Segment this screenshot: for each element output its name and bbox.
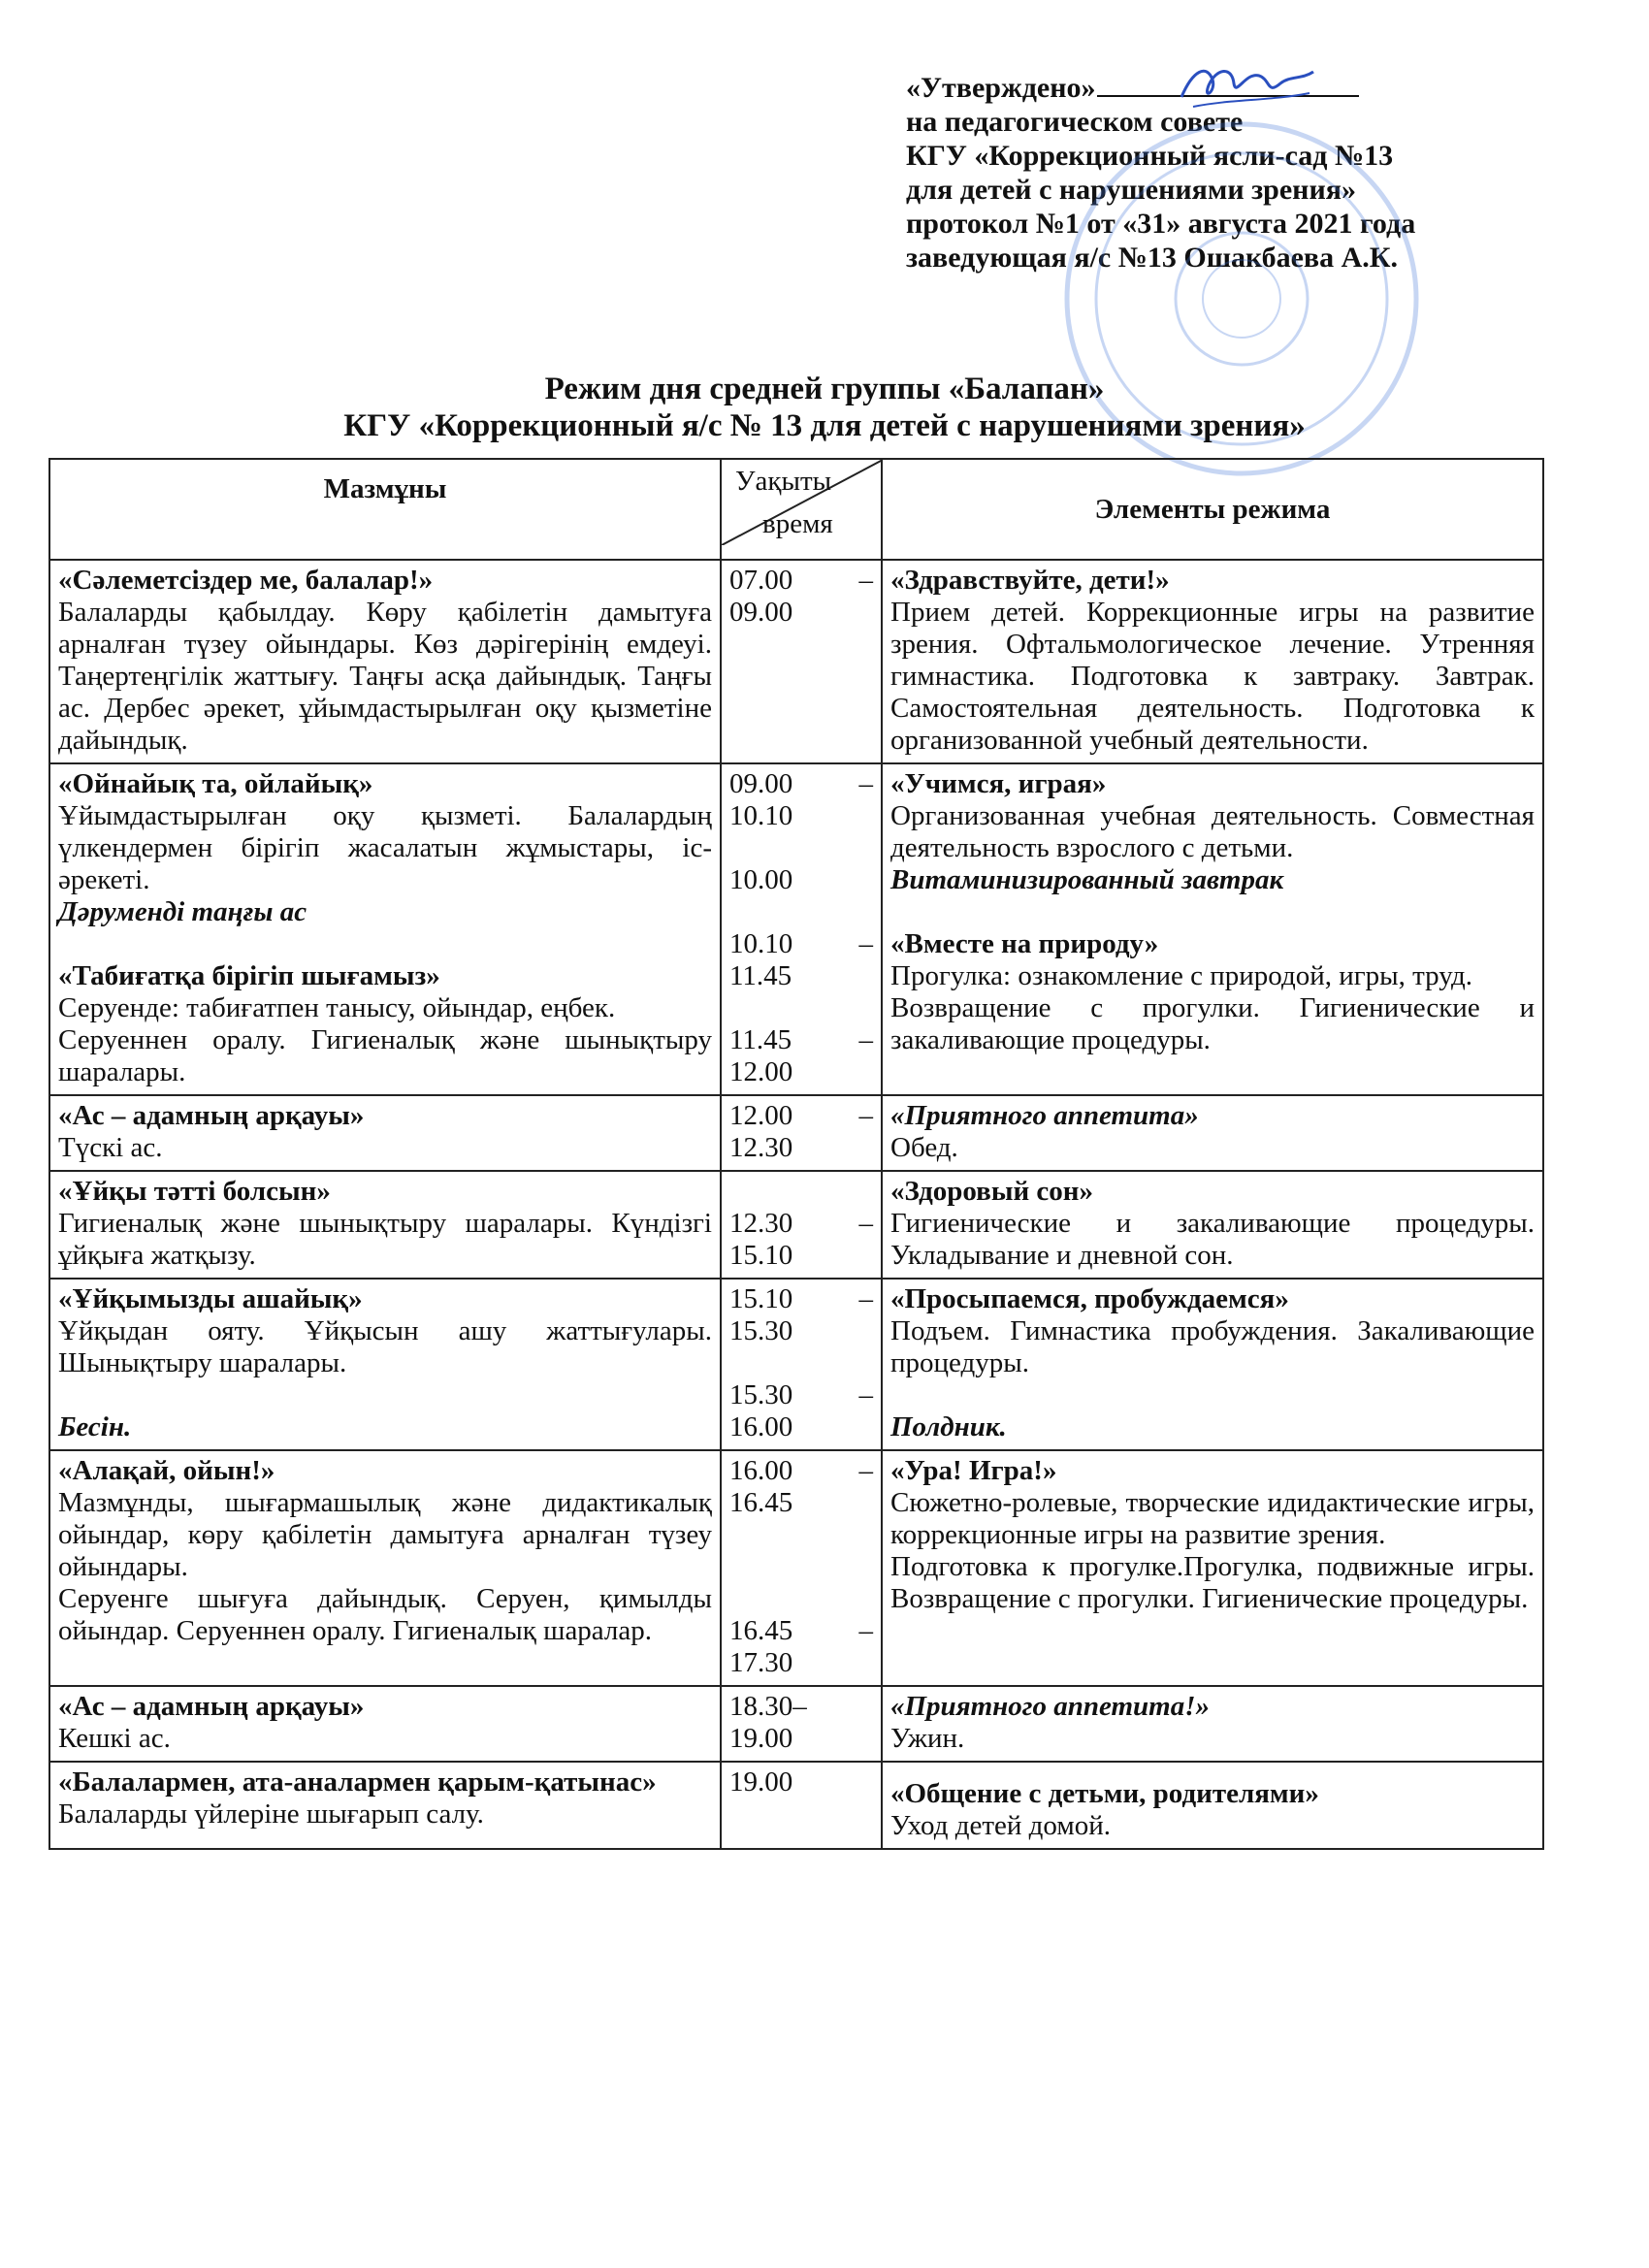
row-ru-title-2: «Вместе на природу» bbox=[890, 928, 1159, 959]
row-ru-italic: Полдник. bbox=[890, 1411, 1007, 1442]
row-kz-text: Кешкі ас. bbox=[58, 1723, 171, 1754]
approval-title: «Утверждено» bbox=[906, 72, 1096, 104]
row-ru-text-3: Возвращение с прогулки. Гигиенические и закаливающие процедуры. bbox=[890, 992, 1535, 1055]
row-kz-cell bbox=[49, 1762, 721, 1849]
time-dash: – bbox=[858, 1615, 873, 1646]
approval-institution: КГУ «Коррекционный ясли-сад №13 bbox=[906, 140, 1394, 172]
time-range bbox=[729, 768, 873, 800]
row-kz-cell bbox=[49, 763, 721, 1095]
row-ru-text: Обед. bbox=[890, 1132, 958, 1163]
time-mid: 10.00 bbox=[729, 864, 793, 895]
row-kz-text: Балаларды үйлеріне шығарып салу. bbox=[58, 1798, 484, 1830]
header-time-ru: время bbox=[762, 508, 833, 539]
spacer bbox=[729, 1347, 873, 1379]
row-kz-text: Балаларды қабылдау. Көру қабілетін дамытуға арналған түзеу ойындары. Көз дәрігерінің емдеуі. Таңертеңгілік жаттығу. Таңғы асқа дайындық. Таңғы ас. Дербес әрекет, ұйымдастырылған оқу қызметіне дайындық. bbox=[58, 597, 712, 756]
time-range-3 bbox=[729, 1024, 873, 1056]
time-start-2: 10.10 bbox=[729, 928, 793, 959]
time-end: 16.45 bbox=[729, 1487, 793, 1518]
row-time-cell bbox=[721, 560, 882, 763]
row-ru-text-2: Прогулка: ознакомление с природой, игры, труд. bbox=[890, 960, 1472, 991]
time-start-2: 16.45 bbox=[729, 1615, 793, 1646]
time-start-2: 15.30 bbox=[729, 1379, 793, 1410]
row-time-cell bbox=[721, 1450, 882, 1686]
row-ru-text: Уход детей домой. bbox=[890, 1810, 1111, 1841]
time-start: 16.00 bbox=[729, 1455, 793, 1486]
row-ru-title: «Просыпаемся, пробуждаемся» bbox=[890, 1283, 1289, 1314]
row-kz-text: Гигиеналық және шынықтыру шаралары. Күндізгі ұйқыға жатқызу. bbox=[58, 1208, 712, 1271]
header-time-kz: Уақыты bbox=[735, 466, 832, 497]
row-ru-cell bbox=[882, 1279, 1543, 1450]
row-ru-cell bbox=[882, 1450, 1543, 1686]
table-row bbox=[49, 560, 1543, 763]
row-time-cell bbox=[721, 1279, 882, 1450]
time-end-3: 12.00 bbox=[729, 1056, 793, 1087]
time-range-2 bbox=[729, 1379, 873, 1411]
time-range bbox=[729, 1455, 873, 1487]
spacer bbox=[729, 832, 873, 864]
row-time-cell bbox=[721, 1095, 882, 1171]
spacer bbox=[729, 896, 873, 928]
row-time-cell bbox=[721, 1762, 882, 1849]
time-start: 12.00 bbox=[729, 1100, 793, 1131]
approval-institution-2: для детей с нарушениями зрения» bbox=[906, 174, 1356, 206]
row-kz-text: Ұйымдастырылған оқу қызметі. Балалардың үлкендермен бірігіп жасалатын жұмыстары, іс-әрекеті. bbox=[58, 800, 712, 895]
time-dash: – bbox=[858, 768, 873, 799]
row-kz-text-2: Серуенге шығуға дайындық. Серуен, қимылды ойындар. Серуеннен оралу. Гигиеналық шаралар. bbox=[58, 1583, 712, 1646]
table-row bbox=[49, 1095, 1543, 1171]
table-header-row bbox=[49, 459, 1543, 560]
row-ru-cell bbox=[882, 763, 1543, 1095]
row-ru-cell bbox=[882, 1686, 1543, 1762]
time-dash: – bbox=[858, 1455, 873, 1486]
table-row bbox=[49, 1171, 1543, 1279]
time-end-2: 16.00 bbox=[729, 1411, 793, 1442]
row-ru-cell bbox=[882, 1171, 1543, 1279]
row-time-cell bbox=[721, 1171, 882, 1279]
row-kz-title: «Ойнайық та, ойлайық» bbox=[58, 768, 373, 799]
time-end: 12.30 bbox=[729, 1132, 793, 1163]
handwritten-signature bbox=[1174, 50, 1319, 118]
time-range bbox=[729, 1208, 873, 1240]
time-end: 09.00 bbox=[729, 597, 793, 628]
row-ru-title: «Приятного аппетита» bbox=[890, 1100, 1199, 1131]
row-ru-title: «Ура! Игра!» bbox=[890, 1455, 1057, 1486]
row-kz-text-2: Серуенде: табиғатпен танысу, ойындар, еңбек. bbox=[58, 992, 616, 1023]
spacer bbox=[890, 896, 1535, 928]
row-ru-cell bbox=[882, 560, 1543, 763]
time-dash: – bbox=[858, 1024, 873, 1055]
table-row bbox=[49, 1686, 1543, 1762]
row-ru-text: Сюжетно-ролевые, творческие идидактические игры, коррекционные игры на развитие зрения. bbox=[890, 1487, 1535, 1550]
spacer bbox=[729, 1583, 873, 1615]
page-subtitle: КГУ «Коррекционный я/с № 13 для детей с нарушениями зрения» bbox=[343, 408, 1306, 443]
row-kz-title: «Ас – адамның арқауы» bbox=[58, 1100, 365, 1131]
approval-protocol: протокол №1 от «31» августа 2021 года bbox=[906, 208, 1416, 240]
time-end: 19.00 bbox=[729, 1723, 793, 1754]
page-title: Режим дня средней группы «Балапан» bbox=[544, 372, 1105, 406]
row-ru-text-2: Подготовка к прогулке.Прогулка, подвижные игры. Возвращение с прогулки. Гигиенические процедуры. bbox=[890, 1551, 1535, 1614]
spacer bbox=[729, 1519, 873, 1583]
time-start: 19.00 bbox=[729, 1766, 793, 1798]
time-start: 12.30 bbox=[729, 1208, 793, 1239]
row-kz-text-3: Серуеннен оралу. Гигиеналық және шынықтыру шаралары. bbox=[58, 1024, 712, 1087]
row-time-cell bbox=[721, 763, 882, 1095]
time-dash: – bbox=[858, 1208, 873, 1239]
row-ru-title: «Приятного аппетита!» bbox=[890, 1691, 1211, 1722]
table-row bbox=[49, 1762, 1543, 1849]
row-ru-title: «Здоровый сон» bbox=[890, 1176, 1094, 1207]
schedule-table bbox=[48, 458, 1544, 1850]
row-kz-title: «Балалармен, ата-аналармен қарым-қатынас» bbox=[58, 1766, 657, 1798]
time-dash: – bbox=[858, 1283, 873, 1314]
row-kz-cell bbox=[49, 1095, 721, 1171]
row-kz-title: «Алақай, ойын!» bbox=[58, 1455, 275, 1486]
approval-head: заведующая я/с №13 Ошакбаева А.К. bbox=[906, 242, 1398, 274]
row-ru-text: Подъем. Гимнастика пробуждения. Закаливающие процедуры. bbox=[890, 1315, 1535, 1378]
row-kz-text: Мазмұнды, шығармашылық және дидактикалық ойындар, көру қабілетін дамытуға арналған түзеу ойындары. bbox=[58, 1487, 712, 1582]
time-end-2: 17.30 bbox=[729, 1647, 793, 1678]
time-dash: – bbox=[858, 1379, 873, 1410]
row-time-cell bbox=[721, 1686, 882, 1762]
row-kz-title: «Ұйқы тәтті болсын» bbox=[58, 1176, 331, 1207]
table-row bbox=[49, 763, 1543, 1095]
row-kz-cell bbox=[49, 1279, 721, 1450]
row-kz-title: «Сәлеметсіздер ме, балалар!» bbox=[58, 565, 434, 596]
row-ru-italic: Витаминизированный завтрак bbox=[890, 864, 1284, 895]
row-ru-cell bbox=[882, 1762, 1543, 1849]
spacer bbox=[890, 1766, 1535, 1778]
row-ru-cell bbox=[882, 1095, 1543, 1171]
spacer bbox=[729, 1176, 873, 1208]
row-kz-text: Түскі ас. bbox=[58, 1132, 163, 1163]
time-dash: – bbox=[858, 565, 873, 596]
row-ru-title: «Учимся, играя» bbox=[890, 768, 1107, 799]
row-kz-cell bbox=[49, 560, 721, 763]
row-kz-italic: Бесін. bbox=[58, 1411, 132, 1442]
row-kz-italic: Дәруменді таңғы ас bbox=[58, 896, 307, 927]
header-time bbox=[721, 459, 882, 560]
row-ru-title: «Общение с детьми, родителями» bbox=[890, 1778, 1319, 1809]
time-start: 07.00 bbox=[729, 565, 793, 596]
row-kz-title: «Ас – адамның арқауы» bbox=[58, 1691, 365, 1722]
time-range-2 bbox=[729, 1615, 873, 1647]
header-elements-ru: Элементы режима bbox=[882, 459, 1543, 560]
spacer bbox=[58, 928, 712, 960]
approval-council: на педагогическом совете bbox=[906, 106, 1244, 138]
spacer bbox=[890, 1379, 1535, 1411]
time-end-2: 11.45 bbox=[729, 960, 792, 991]
row-ru-text: Гигиенические и закаливающие процедуры. Укладывание и дневной сон. bbox=[890, 1208, 1535, 1271]
row-kz-cell bbox=[49, 1450, 721, 1686]
time-start: 15.10 bbox=[729, 1283, 793, 1314]
time-start-3: 11.45 bbox=[729, 1024, 792, 1055]
time-range-2 bbox=[729, 928, 873, 960]
row-ru-title: «Здравствуйте, дети!» bbox=[890, 565, 1170, 596]
row-ru-text: Прием детей. Коррекционные игры на развитие зрения. Офтальмологическое лечение. Утренняя гимнастика. Подготовка к завтраку. Завтрак. Самостоятельная деятельность. Подготовка к организованной учебный деятельности. bbox=[890, 597, 1535, 756]
table-row bbox=[49, 1450, 1543, 1686]
time-end: 15.30 bbox=[729, 1315, 793, 1346]
row-ru-text: Организованная учебная деятельность. Совместная деятельность взрослого с детьми. bbox=[890, 800, 1535, 863]
table-row bbox=[49, 1279, 1543, 1450]
row-kz-title: «Ұйқымызды ашайық» bbox=[58, 1283, 363, 1314]
row-kz-title-2: «Табиғатқа бірігіп шығамыз» bbox=[58, 960, 440, 991]
time-end: 15.10 bbox=[729, 1240, 793, 1271]
time-start: 09.00 bbox=[729, 768, 793, 799]
time-range bbox=[729, 1100, 873, 1132]
row-kz-cell bbox=[49, 1686, 721, 1762]
row-ru-text: Ужин. bbox=[890, 1723, 965, 1754]
spacer bbox=[58, 1379, 712, 1411]
time-start: 18.30– bbox=[729, 1691, 807, 1722]
header-content-kz: Мазмұны bbox=[49, 459, 721, 560]
row-kz-cell bbox=[49, 1171, 721, 1279]
row-kz-text: Ұйқыдан ояту. Ұйқысын ашу жаттығулары. Шынықтыру шаралары. bbox=[58, 1315, 712, 1378]
time-end: 10.10 bbox=[729, 800, 793, 831]
spacer bbox=[729, 992, 873, 1024]
time-range bbox=[729, 1283, 873, 1315]
time-dash: – bbox=[858, 928, 873, 959]
time-dash: – bbox=[858, 1100, 873, 1131]
time-range bbox=[729, 565, 873, 597]
